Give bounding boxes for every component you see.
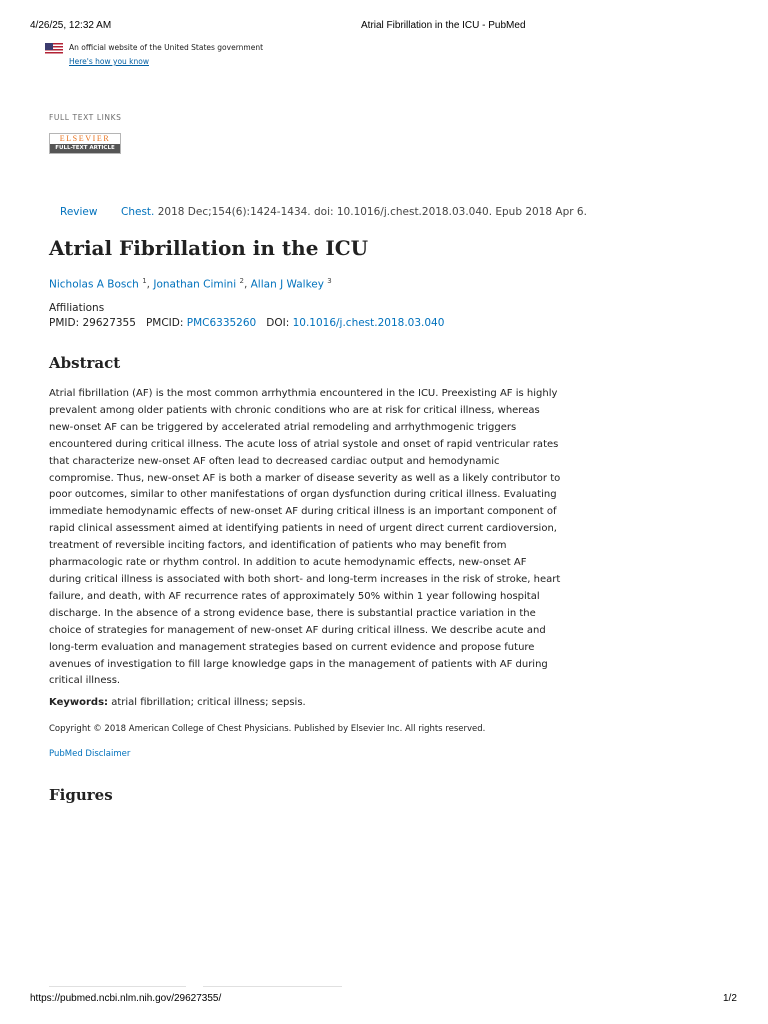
abstract-line: rapid clinical assessment aimed at identifying patients in need of urgent direct current cardioversion, [49, 523, 557, 535]
print-url: https://pubmed.ncbi.nlm.nih.gov/29627355/ [30, 993, 222, 1004]
keywords-label: Keywords: [49, 697, 109, 708]
figure-thumbnail-divider [203, 986, 342, 987]
abstract-line: avenues of investigation to fill large knowledge gaps in the management of patients with AF during [49, 658, 548, 670]
abstract-text [49, 386, 561, 690]
full-text-links-title: FULL TEXT LINKS [49, 113, 122, 122]
article-type-review[interactable]: Review [60, 206, 98, 218]
author-link[interactable]: Allan J Walkey [250, 278, 324, 291]
abstract-line: compromise. Thus, new-onset AF is both a marker of disease severity as well as a likely contributor to [49, 472, 561, 484]
abstract-line: pharmacologic rate or rhythm control. In addition to acute hemodynamic effects, new-onset AF [49, 557, 527, 569]
page-title: Atrial Fibrillation in the ICU [49, 236, 369, 260]
gov-banner-text: An official website of the United States government [69, 43, 264, 52]
abstract-line: treatment of reversible inciting factors, and identification of patients who may benefit from [49, 540, 507, 552]
pmcid-label: PMCID: [145, 317, 184, 329]
heres-how-you-know-link[interactable]: Here's how you know [69, 57, 149, 66]
abstract-line: that characterize new-onset AF often lead to decreased cardiac output and hemodynamic [49, 455, 500, 467]
journal-link[interactable]: Chest. [121, 206, 155, 218]
abstract-line: critical illness. [49, 675, 121, 687]
elsevier-full-text-label: FULL-TEXT ARTICLE [50, 144, 120, 153]
keywords-text: atrial fibrillation; critical illness; sepsis. [108, 697, 306, 708]
elsevier-logo: ELSEVIER [59, 134, 111, 143]
figures-heading: Figures [49, 786, 113, 804]
article-citation [121, 206, 587, 218]
abstract-line: discharge. In the absence of a strong evidence base, there is substantial practice variation in the [49, 607, 536, 619]
author-link[interactable]: Jonathan Cimini [153, 278, 237, 291]
pmid-label: PMID: [49, 317, 80, 329]
print-page-number: 1/2 [723, 993, 737, 1004]
abstract-line: failure, and death, with AF recurrence rates of approximately 50% within 1 year following hospital [49, 590, 540, 602]
pmid-value: 29627355 [82, 317, 136, 329]
author-affiliation-number[interactable]: 3 [327, 277, 332, 285]
abstract-line: immediate hemodynamic effects of new-onset AF during critical illness is an important component of [49, 506, 557, 518]
author-affiliation-number[interactable]: 2 [239, 277, 244, 285]
abstract-line: poor outcomes, similar to other manifestations of organ dysfunction during critical illness. Evaluating [49, 489, 557, 501]
author-link[interactable]: Nicholas A Bosch [49, 278, 139, 291]
abstract-heading: Abstract [49, 354, 121, 372]
abstract-line: choice of strategies for management of new-onset AF during critical illness. We describe acute and [49, 624, 546, 636]
pmcid-link[interactable]: PMC6335260 [186, 317, 257, 329]
pubmed-disclaimer-link[interactable]: PubMed Disclaimer [49, 749, 131, 759]
authors-list: Nicholas A Bosch $^1$, Jonathan Cimini $^2$, Allan J Walkey $^3$ [49, 277, 332, 291]
us-flag-icon [45, 43, 63, 55]
figure-thumbnail-divider [49, 986, 186, 987]
abstract-line: prevalent among older patients with chronic conditions who are at risk for critical illness, whereas [49, 404, 540, 416]
keywords [49, 697, 306, 708]
citation-text: 2018 Dec;154(6):1424-1434. doi: 10.1016/j.chest.2018.03.040. Epub 2018 Apr 6. [154, 206, 587, 218]
abstract-line: Atrial fibrillation (AF) is the most common arrhythmia encountered in the ICU. Preexisting AF is highly [49, 388, 558, 399]
print-datetime: 4/26/25, 12:32 AM [30, 20, 112, 31]
abstract-line: encountered during critical illness. The acute loss of atrial systole and onset of rapid ventricular rates [49, 438, 559, 450]
print-page-title: Atrial Fibrillation in the ICU - PubMed [361, 20, 526, 31]
article-identifiers [49, 317, 444, 329]
abstract-line: during critical illness is associated with both short- and long-term increases in the risk of stroke, heart [49, 573, 561, 585]
affiliations-toggle[interactable]: Affiliations [49, 302, 105, 314]
elsevier-full-text-link[interactable] [49, 133, 121, 154]
author-affiliation-number[interactable]: 1 [142, 277, 147, 285]
copyright-notice: Copyright © 2018 American College of Chest Physicians. Published by Elsevier Inc. All rights reserved. [49, 724, 486, 734]
abstract-line: new-onset AF can be triggered by accelerated atrial remodeling and arrhythmogenic triggers [49, 421, 517, 433]
abstract-line: long-term evaluation and management strategies based on current evidence and propose future [49, 641, 535, 653]
doi-label: DOI: [266, 317, 290, 329]
doi-link[interactable]: 10.1016/j.chest.2018.03.040 [292, 317, 445, 329]
